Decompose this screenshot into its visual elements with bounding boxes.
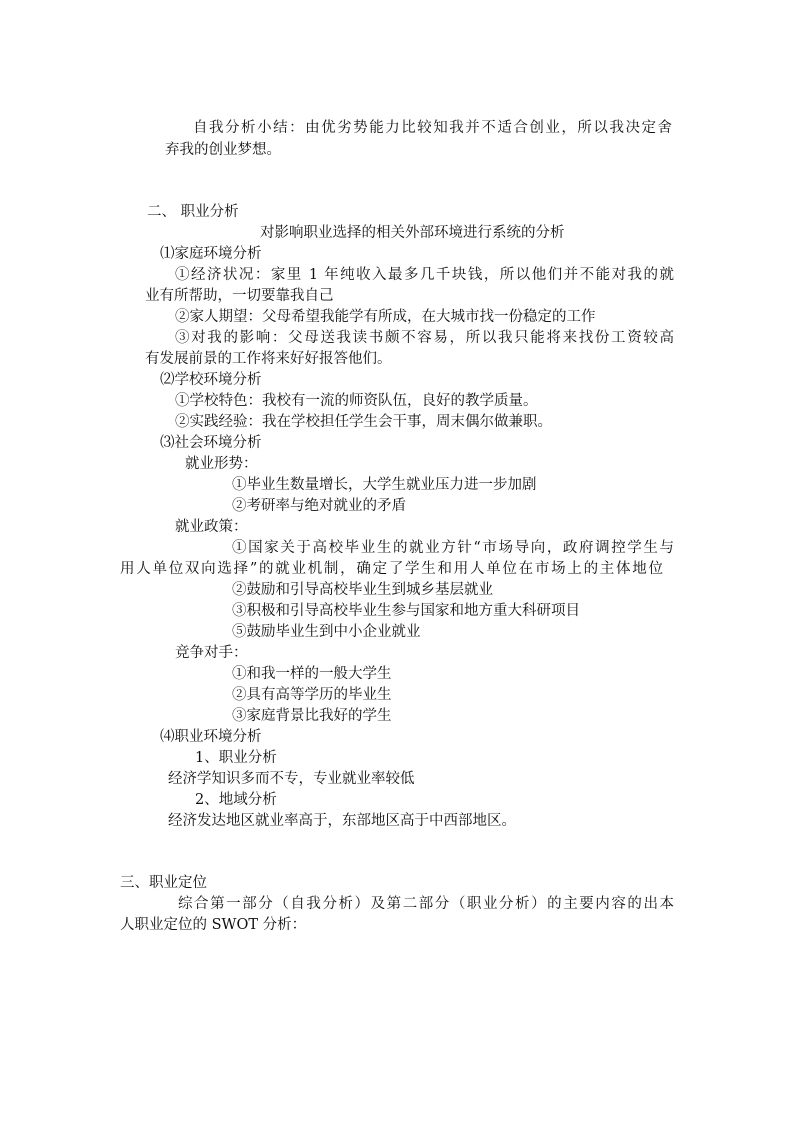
competitors-label: 竞争对手：	[175, 645, 248, 661]
competitor-item: ③家庭背景比我好的学生	[232, 708, 392, 724]
school-env-title: ⑵学校环境分析	[160, 372, 262, 388]
family-item-1-line-1: ①经济状况：家里 1 年纯收入最多几千块钱，所以他们并不能对我的就	[175, 267, 674, 283]
employment-situation-item: ①毕业生数量增长，大学生就业压力进一步加剧	[232, 477, 537, 493]
employment-situation-label: 就业形势：	[185, 456, 258, 472]
employment-policy-item-1-line-1: ①国家关于高校毕业生的就业方针“市场导向，政府调控学生与	[232, 540, 674, 556]
summary-line-1: 自我分析小结：由优劣势能力比较知我并不适合创业，所以我决定舍	[193, 120, 672, 136]
career-env-title: ⑷职业环境分析	[160, 729, 262, 745]
employment-policy-item-1-line-2: 用人单位双向选择”的就业机制，确定了学生和用人单位在市场上的主体地位	[120, 561, 663, 577]
section-3-heading: 三、职业定位	[120, 875, 207, 891]
region-analysis-text: 经济发达地区就业率高于，东部地区高于中西部地区。	[168, 813, 516, 829]
school-item-2: ②实践经验：我在学校担任学生会干事，周末偶尔做兼职。	[175, 414, 552, 430]
family-item-2: ②家人期望：父母希望我能学有所成，在大城市找一份稳定的工作	[175, 309, 596, 325]
employment-situation-item: ②考研率与绝对就业的矛盾	[232, 498, 406, 514]
employment-policy-item: ⑤鼓励毕业生到中小企业就业	[232, 624, 421, 640]
family-item-1-line-2: 业有所帮助，一切要靠我自己	[145, 288, 334, 304]
career-analysis-text: 经济学知识多而不专，专业就业率较低	[168, 771, 415, 787]
employment-policy-item: ③积极和引导高校毕业生参与国家和地方重大科研项目	[232, 603, 580, 619]
section-3-line-1: 综合第一部分（自我分析）及第二部分（职业分析）的主要内容的出本	[178, 896, 674, 912]
family-item-3-line-2: 有发展前景的工作将来好好报答他们。	[145, 351, 392, 367]
family-item-3-line-1: ③对我的影响：父母送我读书颇不容易，所以我只能将来找份工资较高	[175, 330, 674, 346]
competitor-item: ②具有高等学历的毕业生	[232, 687, 392, 703]
section-2-heading: 二、 职业分析	[147, 204, 239, 220]
family-env-title: ⑴家庭环境分析	[160, 246, 262, 262]
region-analysis-title: 2、地域分析	[195, 792, 277, 808]
employment-policy-label: 就业政策：	[175, 519, 248, 535]
competitor-item: ①和我一样的一般大学生	[232, 666, 392, 682]
section-2-intro: 对影响职业选择的相关外部环境进行系统的分析	[260, 225, 565, 241]
career-analysis-title: 1、职业分析	[195, 750, 277, 766]
society-env-title: ⑶社会环境分析	[160, 435, 262, 451]
employment-policy-item: ②鼓励和引导高校毕业生到城乡基层就业	[232, 582, 493, 598]
summary-line-2: 弃我的创业梦想。	[165, 142, 281, 158]
school-item-1: ①学校特色：我校有一流的师资队伍，良好的教学质量。	[175, 393, 538, 409]
section-3-line-2: 人职业定位的 SWOT 分析：	[120, 917, 307, 933]
